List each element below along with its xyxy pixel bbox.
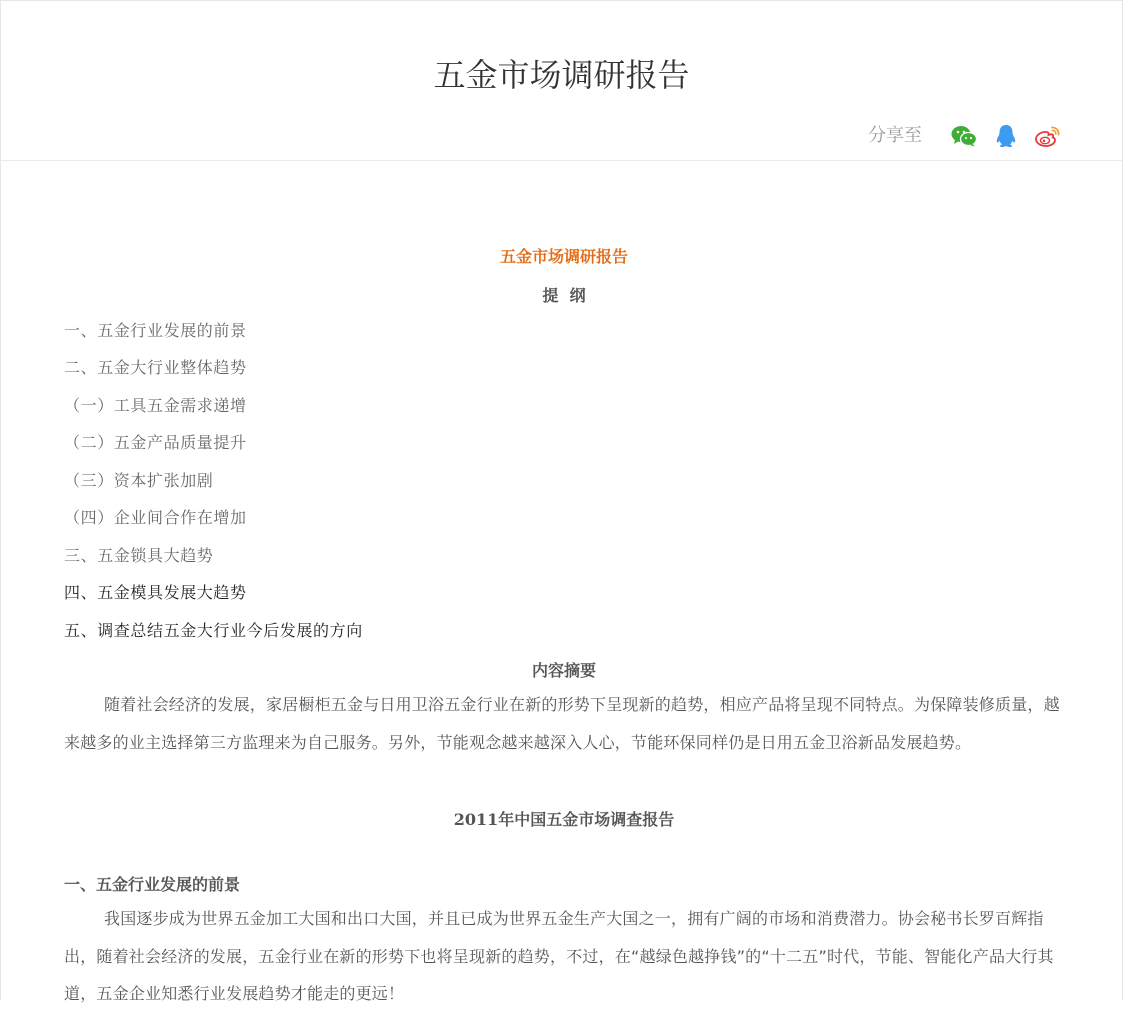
article-heading: 五金市场调研报告: [499, 247, 628, 266]
outline-title: 提 纲: [542, 286, 586, 305]
outline-item: 一、五金行业发展的前景: [64, 321, 247, 340]
outline-item: （四）企业间合作在增加: [64, 508, 247, 527]
outline-item: 五、调查总结五金大行业今后发展的方向: [64, 621, 363, 640]
wechat-icon[interactable]: [950, 122, 978, 150]
report-title: 2011年中国五金市场调查报告: [453, 810, 675, 829]
page-title: 五金市场调研报告: [433, 56, 690, 94]
share-label: 分享至: [868, 125, 922, 146]
outline-item: 二、五金大行业整体趋势: [64, 358, 247, 377]
summary-title: 内容摘要: [531, 661, 596, 680]
outline-item: 三、五金锁具大趋势: [64, 546, 214, 565]
summary-paragraph: 随着社会经济的发展，家居橱柜五金与日用卫浴五金行业在新的形势下呈现新的趋势，相应产品将呈现不同特点。为保障装修质量，越来越多的业主选择第三方监理来为自己服务。另外，节能观念越来越深入人心，节能环保同样仍是日用五金卫浴新品发展趋势。: [64, 695, 1060, 752]
outline-item: （二）五金产品质量提升: [64, 433, 247, 452]
section-paragraph: 我国逐步成为世界五金加工大国和出口大国，并且已成为世界五金生产大国之一，拥有广阔的市场和消费潜力。协会秘书长罗百辉指出，随着社会经济的发展，五金行业在新的形势下也将呈现新的趋势，不过，在“越绿色越挣钱”的“十二五”时代，节能、智能化产品大行其道，五金企业知悉行业发展趋势才能走的更远！: [64, 909, 1054, 1003]
page-header: [1, 1, 1122, 161]
qq-icon[interactable]: [992, 122, 1020, 150]
section-heading: 一、五金行业发展的前景: [64, 875, 241, 894]
outline-item: （三）资本扩张加剧: [64, 471, 214, 490]
outline-item: （一）工具五金需求递增: [64, 396, 247, 415]
weibo-icon[interactable]: [1034, 122, 1062, 150]
outline-item: 四、五金模具发展大趋势: [64, 583, 247, 602]
share-bar: [868, 121, 1062, 151]
